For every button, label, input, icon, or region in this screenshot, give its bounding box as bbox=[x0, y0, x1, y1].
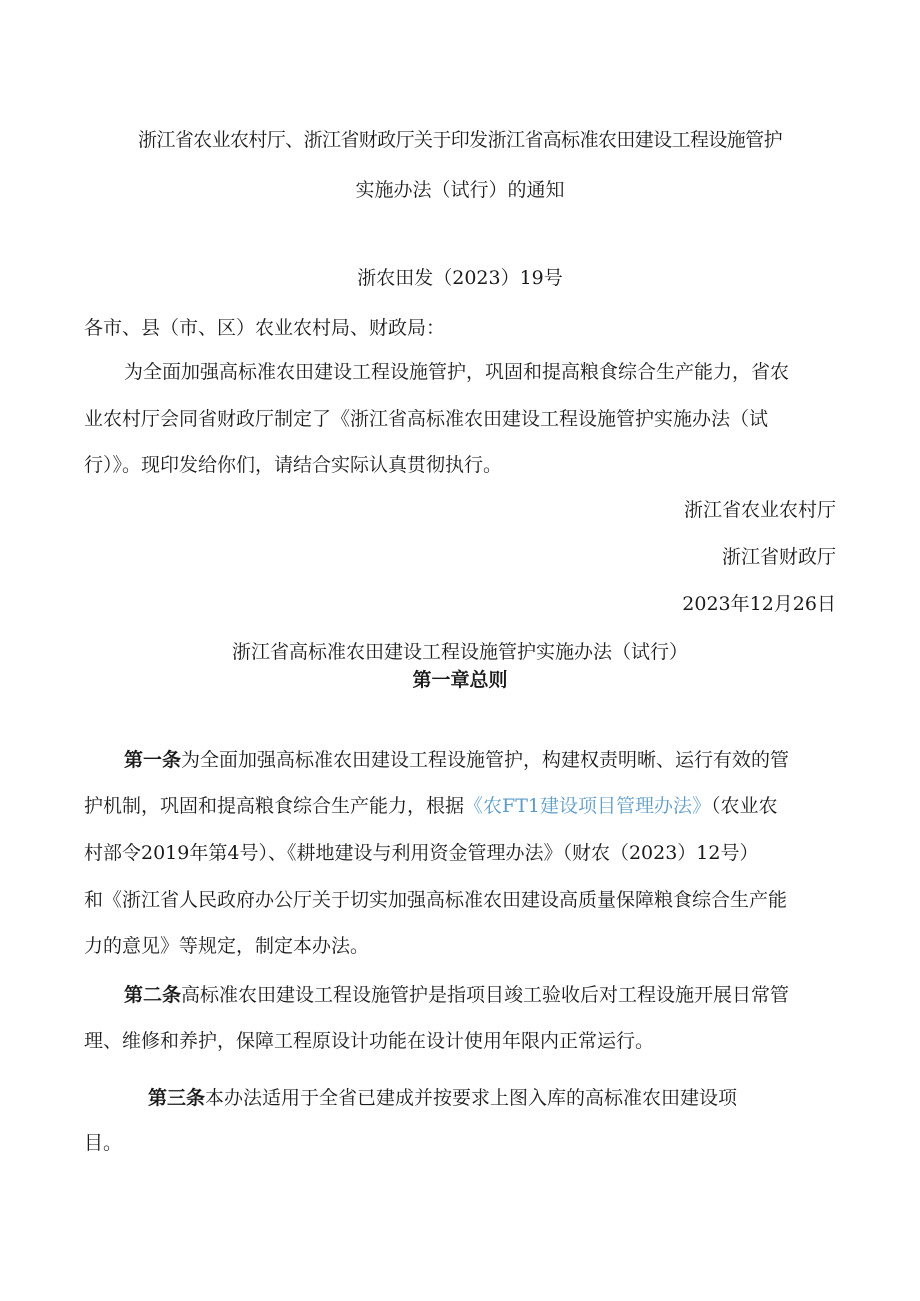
intro-line-2: 业农村厅会同省财政厅制定了《浙江省高标准农田建设工程设施管护实施办法（试 bbox=[84, 408, 769, 430]
notice-title-line-1: 浙江省农业农村厅、浙江省财政厅关于印发浙江省高标准农田建设工程设施管护 bbox=[137, 129, 782, 151]
article-3-line-2: 目。 bbox=[84, 1132, 123, 1154]
article-2-text: 高标准农田建设工程设施管护是指项目竣工验收后对工程设施开展日常管 bbox=[181, 984, 790, 1006]
regulation-link[interactable]: 《农FT1建设项目管理办法》 bbox=[464, 795, 711, 817]
intro-line-1: 为全面加强高标准农田建设工程设施管护，巩固和提高粮食综合生产能力，省农 bbox=[124, 361, 790, 383]
article-2-line-2: 理、维修和养护，保障工程原设计功能在设计使用年限内正常运行。 bbox=[84, 1030, 655, 1052]
chapter-1-title: 第一章总则 bbox=[412, 669, 508, 691]
article-1-line-5: 力的意见》等规定，制定本办法。 bbox=[84, 935, 370, 957]
article-1-line-3: 村部令2019年第4号）、《耕地建设与利用资金管理办法》（财农（2023）12号） bbox=[84, 842, 759, 864]
article-2-line-1 bbox=[124, 983, 789, 1007]
article-1-line-2 bbox=[84, 794, 777, 818]
measures-title: 浙江省高标准农田建设工程设施管护实施办法（试行） bbox=[231, 641, 688, 663]
salutation: 各市、县（市、区）农业农村局、财政局： bbox=[84, 317, 446, 339]
signature-date: 2023年12月26日 bbox=[682, 593, 836, 615]
article-2-label: 第二条 bbox=[124, 984, 182, 1006]
article-1-text: 为全面加强高标准农田建设工程设施管护，构建权责明晰、运行有效的管 bbox=[181, 749, 790, 771]
notice-title-line-2: 实施办法（试行）的通知 bbox=[355, 179, 565, 201]
article-1-label: 第一条 bbox=[124, 749, 182, 771]
article-1-line-4: 和《浙江省人民政府办公厅关于切实加强高标准农田建设高质量保障粮食综合生产能 bbox=[84, 889, 788, 911]
article-1-line-2-tail: （农业农 bbox=[710, 795, 778, 817]
article-1-line-2-text: 护机制，巩固和提高粮食综合生产能力，根据 bbox=[84, 795, 465, 817]
signature-org-finance: 浙江省财政厅 bbox=[721, 546, 836, 568]
signature-org-agriculture: 浙江省农业农村厅 bbox=[683, 499, 836, 521]
article-3-line-1 bbox=[148, 1086, 737, 1110]
article-3-text: 本办法适用于全省已建成并按要求上图入库的高标准农田建设项 bbox=[205, 1087, 738, 1109]
document-number: 浙农田发（2023）19号 bbox=[357, 267, 563, 289]
intro-line-3: 行）》。现印发给你们，请结合实际认真贯彻执行。 bbox=[84, 454, 503, 476]
article-3-label: 第三条 bbox=[148, 1087, 206, 1109]
article-1-line-1 bbox=[124, 748, 789, 772]
